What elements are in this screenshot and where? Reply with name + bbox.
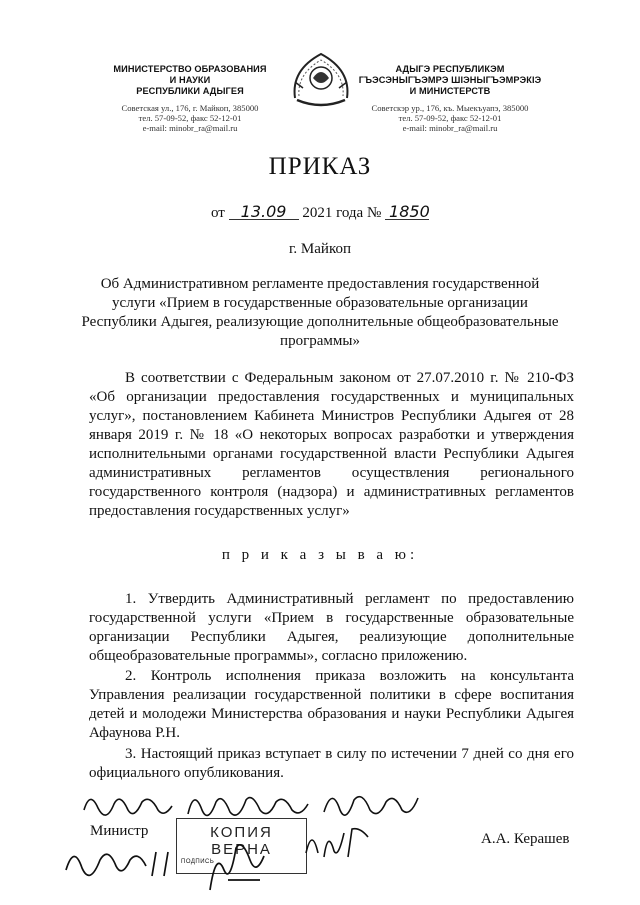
- minister-label: Министр: [90, 823, 149, 839]
- document-title: ПРИКАЗ: [268, 153, 372, 180]
- from-label: от: [210, 205, 225, 221]
- ministry-name-line: МИНИСТЕРСТВО ОБРАЗОВАНИЯ: [113, 64, 267, 74]
- ministry-address: [85, 103, 295, 133]
- order-subject: Об Административном регламенте предоставления государственной услуги «Прием в государственные образовательные организации Республики Адыгея, реализующие дополнительные общеобразовательные программы»: [81, 276, 559, 349]
- phone-line: тел. 57-09-52, факс 52-12-01: [138, 113, 242, 123]
- stamp-sign-label: ПОДПИСЬ: [181, 859, 215, 865]
- ministry-name-line: РЕСПУБЛИКИ АДЫГЕЯ: [136, 86, 244, 96]
- address-line: Советскэр ур., 176, къ. Мыекъуапэ, 385000: [371, 103, 529, 113]
- ministry-header-russian: [85, 64, 295, 133]
- order-date-number-line: [0, 202, 640, 222]
- ministry-header-adyghe: [345, 64, 555, 133]
- handwritten-initials-signature: [60, 830, 320, 900]
- preamble-paragraph: В соответствии с Федеральным законом от 27.07.2010 г. № 210-ФЗ «Об организации предоставления государственных и муниципальных услуг», постановлением Кабинета Министров Республики Адыгея от 28 января 2019 г. № 18 «О некоторых вопросах разработки и утверждения исполнительными органами государственной власти Республики Адыгея административных регламентов осуществления регионального государственного контроля (надзора) и административных регламентов предоставления государственных услуг»: [89, 370, 574, 519]
- order-item-3: 3. Настоящий приказ вступает в силу по истечении 7 дней со дня его официального опубликования.: [89, 746, 574, 781]
- phone-line: тел. 57-09-52, факс 52-12-01: [398, 113, 502, 123]
- ministry-name-line: ГЪЭСЭНЫГЪЭМРЭ ШIЭНЫГЪЭМРЭКIЭ: [358, 75, 542, 85]
- email-line: e-mail: minobr_ra@mail.ru: [142, 123, 238, 133]
- order-item-1: 1. Утвердить Административный регламент по предоставлению государственной услуги «Прием в государственные образовательные организации Республики Адыгея, реализующие дополнительные общеобразовательные программы», согласно приложению.: [89, 591, 574, 664]
- year-number-label: 2021 года №: [302, 205, 382, 221]
- ministry-name-line: И НАУКИ: [169, 75, 211, 85]
- address-line: Советская ул., 176, г. Майкоп, 385000: [121, 103, 259, 113]
- order-item-2: 2. Контроль исполнения приказа возложить на консультанта Управления реализации государственной политики в сфере воспитания детей и молодежи Министерства образования и науки Республики Адыгея Афаунова Р.Н.: [89, 668, 574, 741]
- order-word: п р и к а з ы в а ю:: [221, 547, 419, 563]
- ministry-address: [345, 103, 555, 133]
- handwritten-date: 13.09: [229, 205, 299, 220]
- ministry-name-line: АДЫГЭ РЕСПУБЛИКЭМ: [395, 64, 505, 74]
- minister-name: А.А. Керашев: [481, 831, 570, 847]
- stamp-text: КОПИЯ ВЕРНА: [210, 824, 273, 858]
- city-line: г. Майкоп: [288, 241, 352, 257]
- ministry-name-line: И МИНИСТЕРСТВ: [409, 86, 491, 96]
- handwritten-order-number: 1850: [385, 205, 429, 220]
- email-line: e-mail: minobr_ra@mail.ru: [402, 123, 498, 133]
